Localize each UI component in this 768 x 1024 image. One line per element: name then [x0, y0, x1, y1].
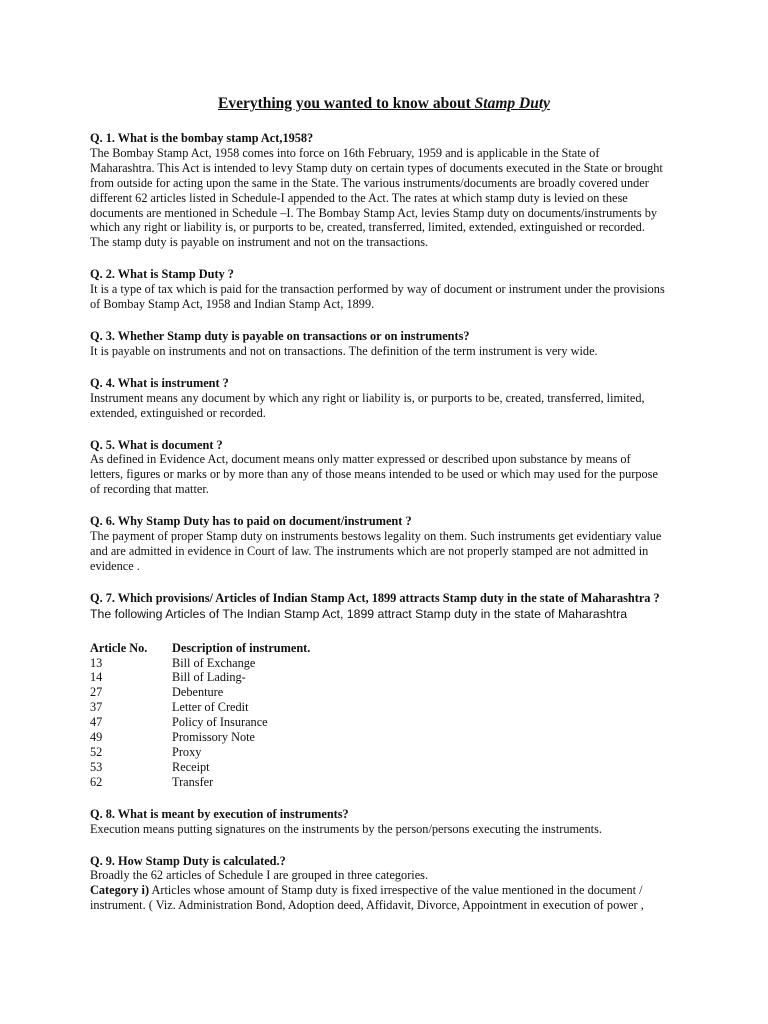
article-number: 62: [90, 774, 103, 789]
category-i-paragraph: [90, 883, 686, 913]
table-row: [90, 715, 310, 730]
spacer: [90, 623, 686, 641]
question-7: Q. 7. Which provisions/ Articles of Indian Stamp Act, 1899 attracts Stamp duty in the state of Maharashtra ?: [90, 590, 660, 605]
answer-9: Broadly the 62 articles of Schedule I are grouped in three categories.: [90, 868, 429, 883]
qa-4: [90, 376, 686, 421]
article-description: Policy of Insurance: [172, 715, 268, 730]
table-row: [90, 700, 310, 715]
question-1: Q. 1. What is the bombay stamp Act,1958?: [90, 131, 314, 145]
title-italic: Stamp Duty: [474, 95, 550, 112]
title-main: Everything you wanted to know about: [217, 95, 475, 112]
qa-3: [90, 329, 686, 359]
article-description: Debenture: [172, 685, 224, 700]
article-description: Proxy: [172, 745, 202, 759]
article-description: Bill of Exchange: [172, 655, 256, 670]
article-number: 37: [90, 700, 103, 715]
article-number: 52: [90, 745, 103, 759]
article-description: Letter of Credit: [172, 700, 249, 715]
article-number: 49: [90, 730, 103, 745]
answer-7-intro: The following Articles of The Indian Stamp Act, 1899 attract Stamp duty in the state of Maharashtra: [90, 606, 628, 621]
table-header-row: [90, 641, 310, 656]
table-row: [90, 775, 310, 790]
question-8: Q. 8. What is meant by execution of instruments?: [90, 806, 349, 821]
column-header-description: Description of instrument.: [172, 640, 311, 655]
question-4: Q. 4. What is instrument ?: [90, 375, 229, 390]
question-5: Q. 5. What is document ?: [90, 437, 223, 452]
article-number: 27: [90, 685, 103, 700]
question-6: Q. 6. Why Stamp Duty has to paid on document/instrument ?: [90, 514, 412, 529]
answer-5: As defined in Evidence Act, document means only matter expressed or described upon substance by means of letters, figures or marks or by more than any of those means intended to be used or which may used for the purpose of recording that matter.: [90, 452, 658, 497]
table-row: [90, 760, 310, 775]
qa-2: [90, 267, 686, 312]
qa-9: [90, 854, 686, 914]
articles-table: [90, 641, 310, 790]
document-body: [90, 131, 686, 930]
answer-1: The Bombay Stamp Act, 1958 comes into force on 16th February, 1959 and is applicable in the State of Maharashtra. This Act is intended to levy Stamp duty on certain types of documents executed in the State or brought from outside for acting upon the same in the State. The various instruments/documents are broadly covered under different 62 articles listed in Schedule-I appended to the Act. The rates at which stamp duty is levied on these documents are mentioned in Schedule –I. The Bombay Stamp Act, levies Stamp duty on documents/instruments by which any right or liability is, or purports to be, created, transferred, limited, extended, extinguished or recorded. The stamp duty is payable on instrument and not on the transactions.: [90, 145, 663, 250]
article-number: 14: [90, 670, 103, 685]
table-row: [90, 685, 310, 700]
table-row: [90, 670, 310, 685]
question-2: Q. 2. What is Stamp Duty ?: [90, 267, 234, 282]
category-i-text: Articles whose amount of Stamp duty is fixed irrespective of the value mentioned in the document / instrument. ( Viz. Administration Bond, Adoption deed, Affidavit, Divorce, Appointment in execution of power ,: [90, 883, 644, 913]
question-3: Q. 3. Whether Stamp duty is payable on transactions or on instruments?: [90, 328, 470, 343]
qa-7: [90, 591, 686, 790]
answer-6: The payment of proper Stamp duty on instruments bestows legality on them. Such instruments get evidentiary value and are admitted in evidence in Court of law. The instruments which are not properly stamped are not admitted in evidence .: [90, 529, 662, 573]
answer-2: It is a type of tax which is paid for the transaction performed by way of document or instrument under the provisions of Bombay Stamp Act, 1958 and Indian Stamp Act, 1899.: [90, 282, 665, 312]
qa-5: [90, 438, 686, 498]
table-row: [90, 730, 310, 745]
qa-8: [90, 807, 686, 837]
article-number: 13: [90, 655, 103, 670]
question-9: Q. 9. How Stamp Duty is calculated.?: [90, 853, 286, 868]
article-description: Transfer: [172, 774, 214, 789]
article-description: Receipt: [172, 759, 210, 774]
article-description: Promissory Note: [172, 730, 256, 745]
answer-4: Instrument means any document by which any right or liability is, or purports to be, created, transferred, limited, extended, extinguished or recorded.: [90, 390, 645, 420]
table-row: [90, 656, 310, 671]
column-header-article-no: Article No.: [90, 640, 148, 655]
document-title: [0, 94, 768, 114]
qa-1: [90, 131, 686, 250]
article-description: Bill of Lading-: [172, 670, 246, 685]
answer-3: It is payable on instruments and not on transactions. The definition of the term instrument is very wide.: [90, 343, 598, 358]
article-number: 47: [90, 715, 103, 730]
answer-8: Execution means putting signatures on the instruments by the person/persons executing the instruments.: [90, 821, 602, 836]
table-row: [90, 745, 310, 760]
qa-6: [90, 514, 686, 574]
article-number: 53: [90, 759, 103, 774]
category-i-label: Category i): [90, 883, 150, 898]
